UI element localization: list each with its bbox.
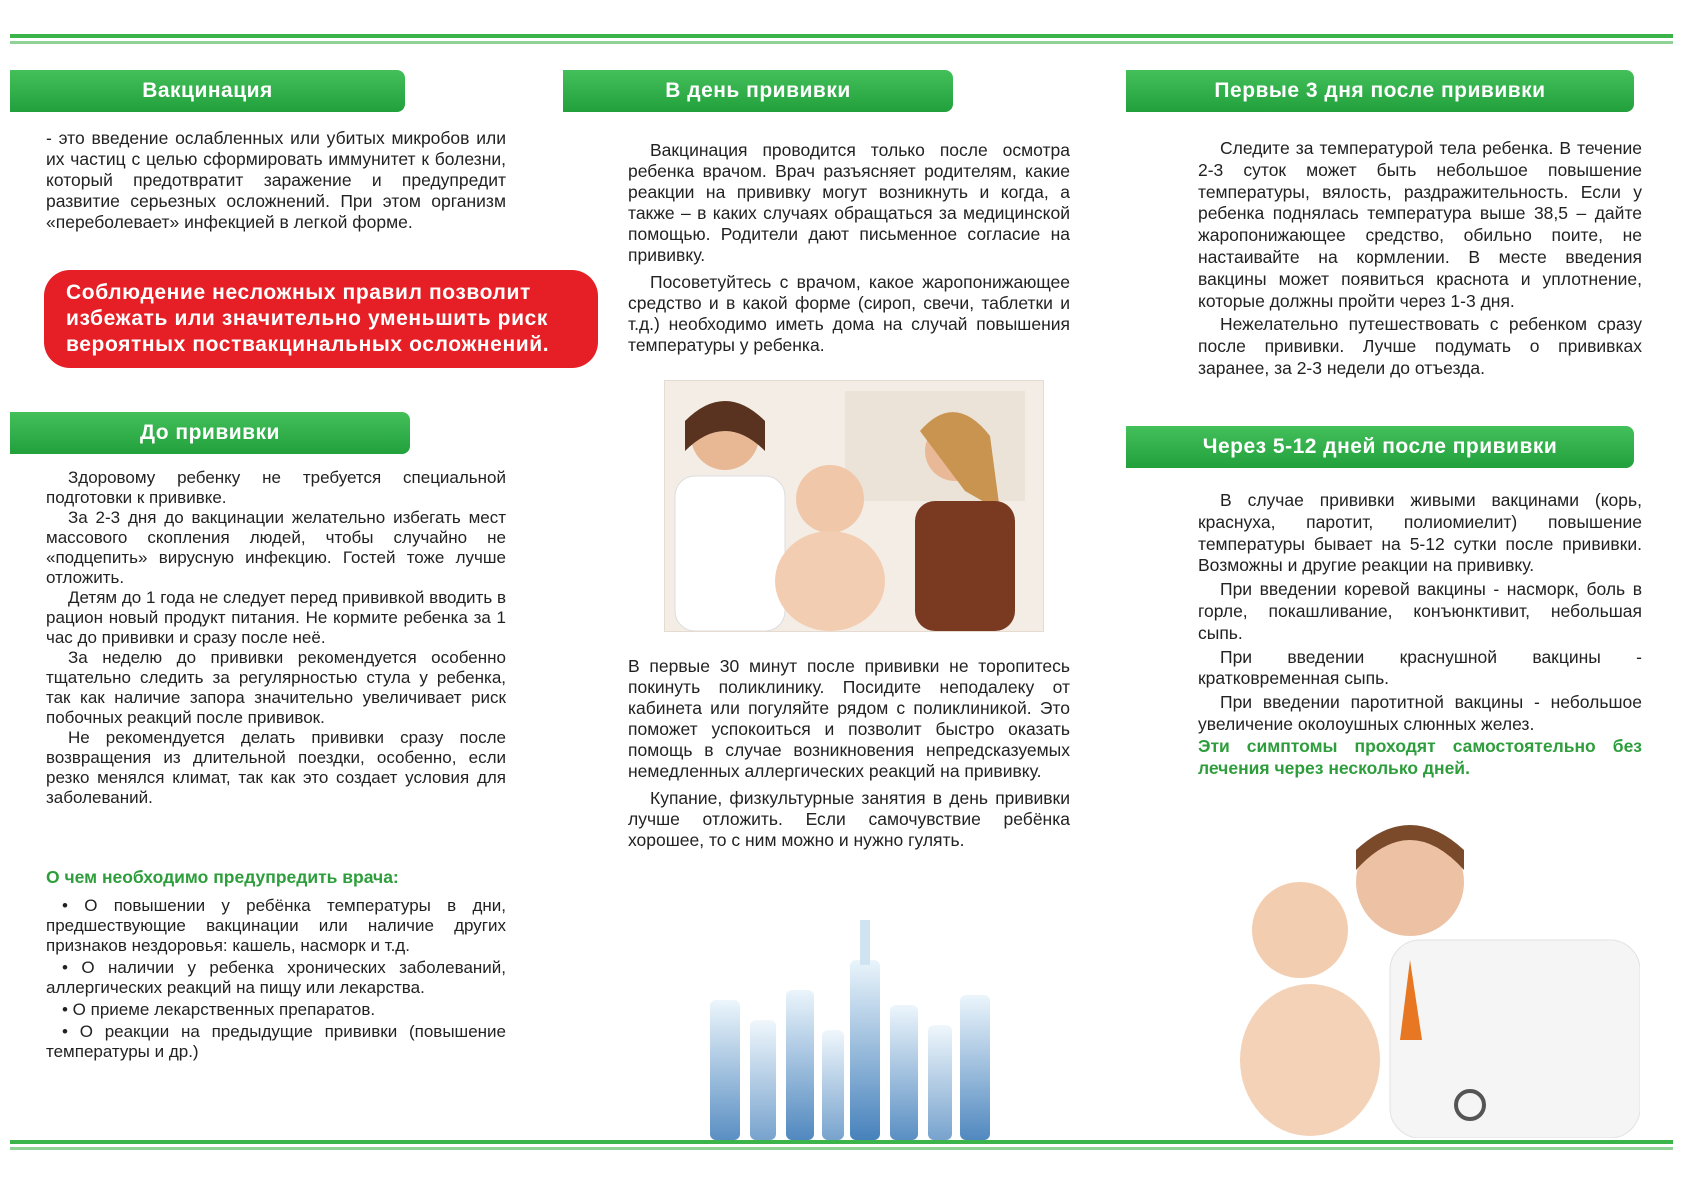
day-paragraph: Вакцинация проводится только после осмотра ребенка врачом. Врач разъясняет родителям, какие реакции на прививку могут возникнуть и когда, а также – в каких случаях обращаться за медицинской помощью. Родители дают письменное согласие на прививку. (628, 140, 1070, 265)
first-3-days-text (1198, 138, 1642, 386)
vaccination-day-banner (563, 70, 953, 112)
days-5-12-paragraph: При введении коревой вакцины - насморк, боль в горле, покашливание, конъюнктивит, небольшая сыпь. (1198, 579, 1642, 643)
before-paragraph: Детям до 1 года не следует перед прививкой вводить в рацион новый продукт питания. Не кормите ребенка за 1 час до прививки и сразу после неё. (46, 588, 506, 647)
top-stripe (10, 34, 1673, 44)
days-5-12-banner (1126, 426, 1634, 468)
first-days-paragraph: Следите за температурой тела ребенка. В течение 2-3 суток может быть небольшое повышение температуры, вялость, раздражительность. Если у ребенка поднялась температура выше 38,5 – дайте жаропонижающее средство, обильно поите, не настаивайте на кормлении. В месте введения вакцины может появиться краснота и уплотнение, которые должны пройти через 1-3 дня. (1198, 138, 1642, 311)
days-5-12-paragraph: В случае прививки живыми вакцинами (корь, краснуха, паротит, полиомиелит) повышение температуры бывает на 5-12 сутки после прививки. Возможны и другие реакции на прививку. (1198, 490, 1642, 576)
days-5-12-title: Через 5-12 дней после прививки (1202, 435, 1558, 458)
before-vaccination-title: До прививки (140, 421, 280, 444)
vaccination-definition: - это введение ослабленных или убитых микробов или их частиц с целью сформировать иммунитет к болезни, который предотвратит заражение и предупредит развитие серьезных осложнений. При этом организм «переболевает» инфекцией в легкой форме. (46, 128, 506, 232)
day-paragraph: В первые 30 минут после прививки не торопитесь покинуть поликлинику. Посидите неподалеку от кабинета или погуляйте рядом с поликлиникой. Это поможет успокоиться и позволит быстро оказать помощь в случае возникновения непредсказуемых немедленных аллергических реакций на прививку. (628, 656, 1070, 781)
first-days-paragraph: Нежелательно путешествовать с ребенком сразу после прививки. Лучше подумать о прививках заранее, за 2-3 недели до отъезда. (1198, 314, 1642, 378)
list-item: • О реакции на предыдущие прививки (повышение температуры и др.) (46, 1022, 506, 1061)
symptoms-note: Эти симптомы проходят самостоятельно без лечения через несколько дней. (1198, 735, 1642, 778)
bottom-stripe (10, 1140, 1673, 1150)
first-3-days-banner (1126, 70, 1634, 112)
vaccination-title: Вакцинация (142, 79, 273, 102)
vaccine-ampoules-image (700, 920, 1000, 1140)
doctor-examining-baby-photo (664, 380, 1044, 632)
ampoules-illustration (700, 920, 1000, 1140)
before-paragraph: За 2-3 дня до вакцинации желательно избегать мест массового скопления людей, чтобы случайно не «подцепить» вирусную инфекцию. Гостей тоже лучше отложить. (46, 508, 506, 587)
vaccination-text-block (46, 128, 506, 239)
vaccination-day-title: В день прививки (665, 79, 851, 102)
vaccination-day-text-top (628, 140, 1070, 362)
list-item: • О наличии у ребенка хронических заболеваний, аллергических реакций на пищу или лекарства. (46, 958, 506, 997)
first-3-days-title: Первые 3 дня после прививки (1214, 79, 1546, 102)
photo-illustration (665, 381, 1043, 631)
warn-heading-text: О чем необходимо предупредить врача: (46, 867, 399, 887)
before-paragraph: За неделю до прививки рекомендуется особенно тщательно следить за регулярностью стула у ребенка, так как наличие запора значительно увеличивает риск побочных реакций после прививок. (46, 648, 506, 727)
day-paragraph: Посоветуйтесь с врачом, какое жаропонижающее средство и в какой форме (сироп, свечи, таблетки и т.д.) необходимо иметь дома на случай повышения температуры у ребенка. (628, 272, 1070, 355)
list-item: • О приеме лекарственных препаратов. (62, 1000, 376, 1019)
doctor-with-baby-photo (1240, 820, 1640, 1138)
days-5-12-paragraph: При введении краснушной вакцины - кратковременная сыпь. (1198, 646, 1642, 689)
before-paragraph: Здоровому ребенку не требуется специальной подготовки к прививке. (46, 468, 506, 507)
alert-text: Соблюдение несложных правил позволит избежать или значительно уменьшить риск вероятных поствакцинальных осложнений. (66, 281, 550, 356)
warn-doctor-heading (46, 867, 506, 888)
before-vaccination-banner (10, 412, 410, 454)
doctor-baby-illustration (1240, 820, 1640, 1138)
vaccination-day-text-bottom (628, 656, 1070, 857)
vaccination-banner (10, 70, 405, 112)
days-5-12-text (1198, 490, 1642, 785)
day-paragraph: Купание, физкультурные занятия в день прививки лучше отложить. Если самочувствие ребёнка хорошее, то с ним можно и нужно гулять. (628, 788, 1070, 850)
before-vaccination-text (46, 468, 506, 808)
list-item: • О повышении у ребёнка температуры в дни, предшествующие вакцинации или наличие других признаков нездоровья: кашель, насморк и т.д. (46, 896, 506, 955)
days-5-12-paragraph: При введении паротитной вакцины - небольшое увеличение околоушных слюнных желез. (1198, 692, 1642, 734)
before-paragraph: Не рекомендуется делать прививки сразу после возвращения из длительной поездки, особенно, если резко менялся климат, так как это создает условия для заболеваний. (46, 728, 506, 807)
alert-box (44, 270, 598, 368)
warn-doctor-list (46, 896, 506, 1064)
